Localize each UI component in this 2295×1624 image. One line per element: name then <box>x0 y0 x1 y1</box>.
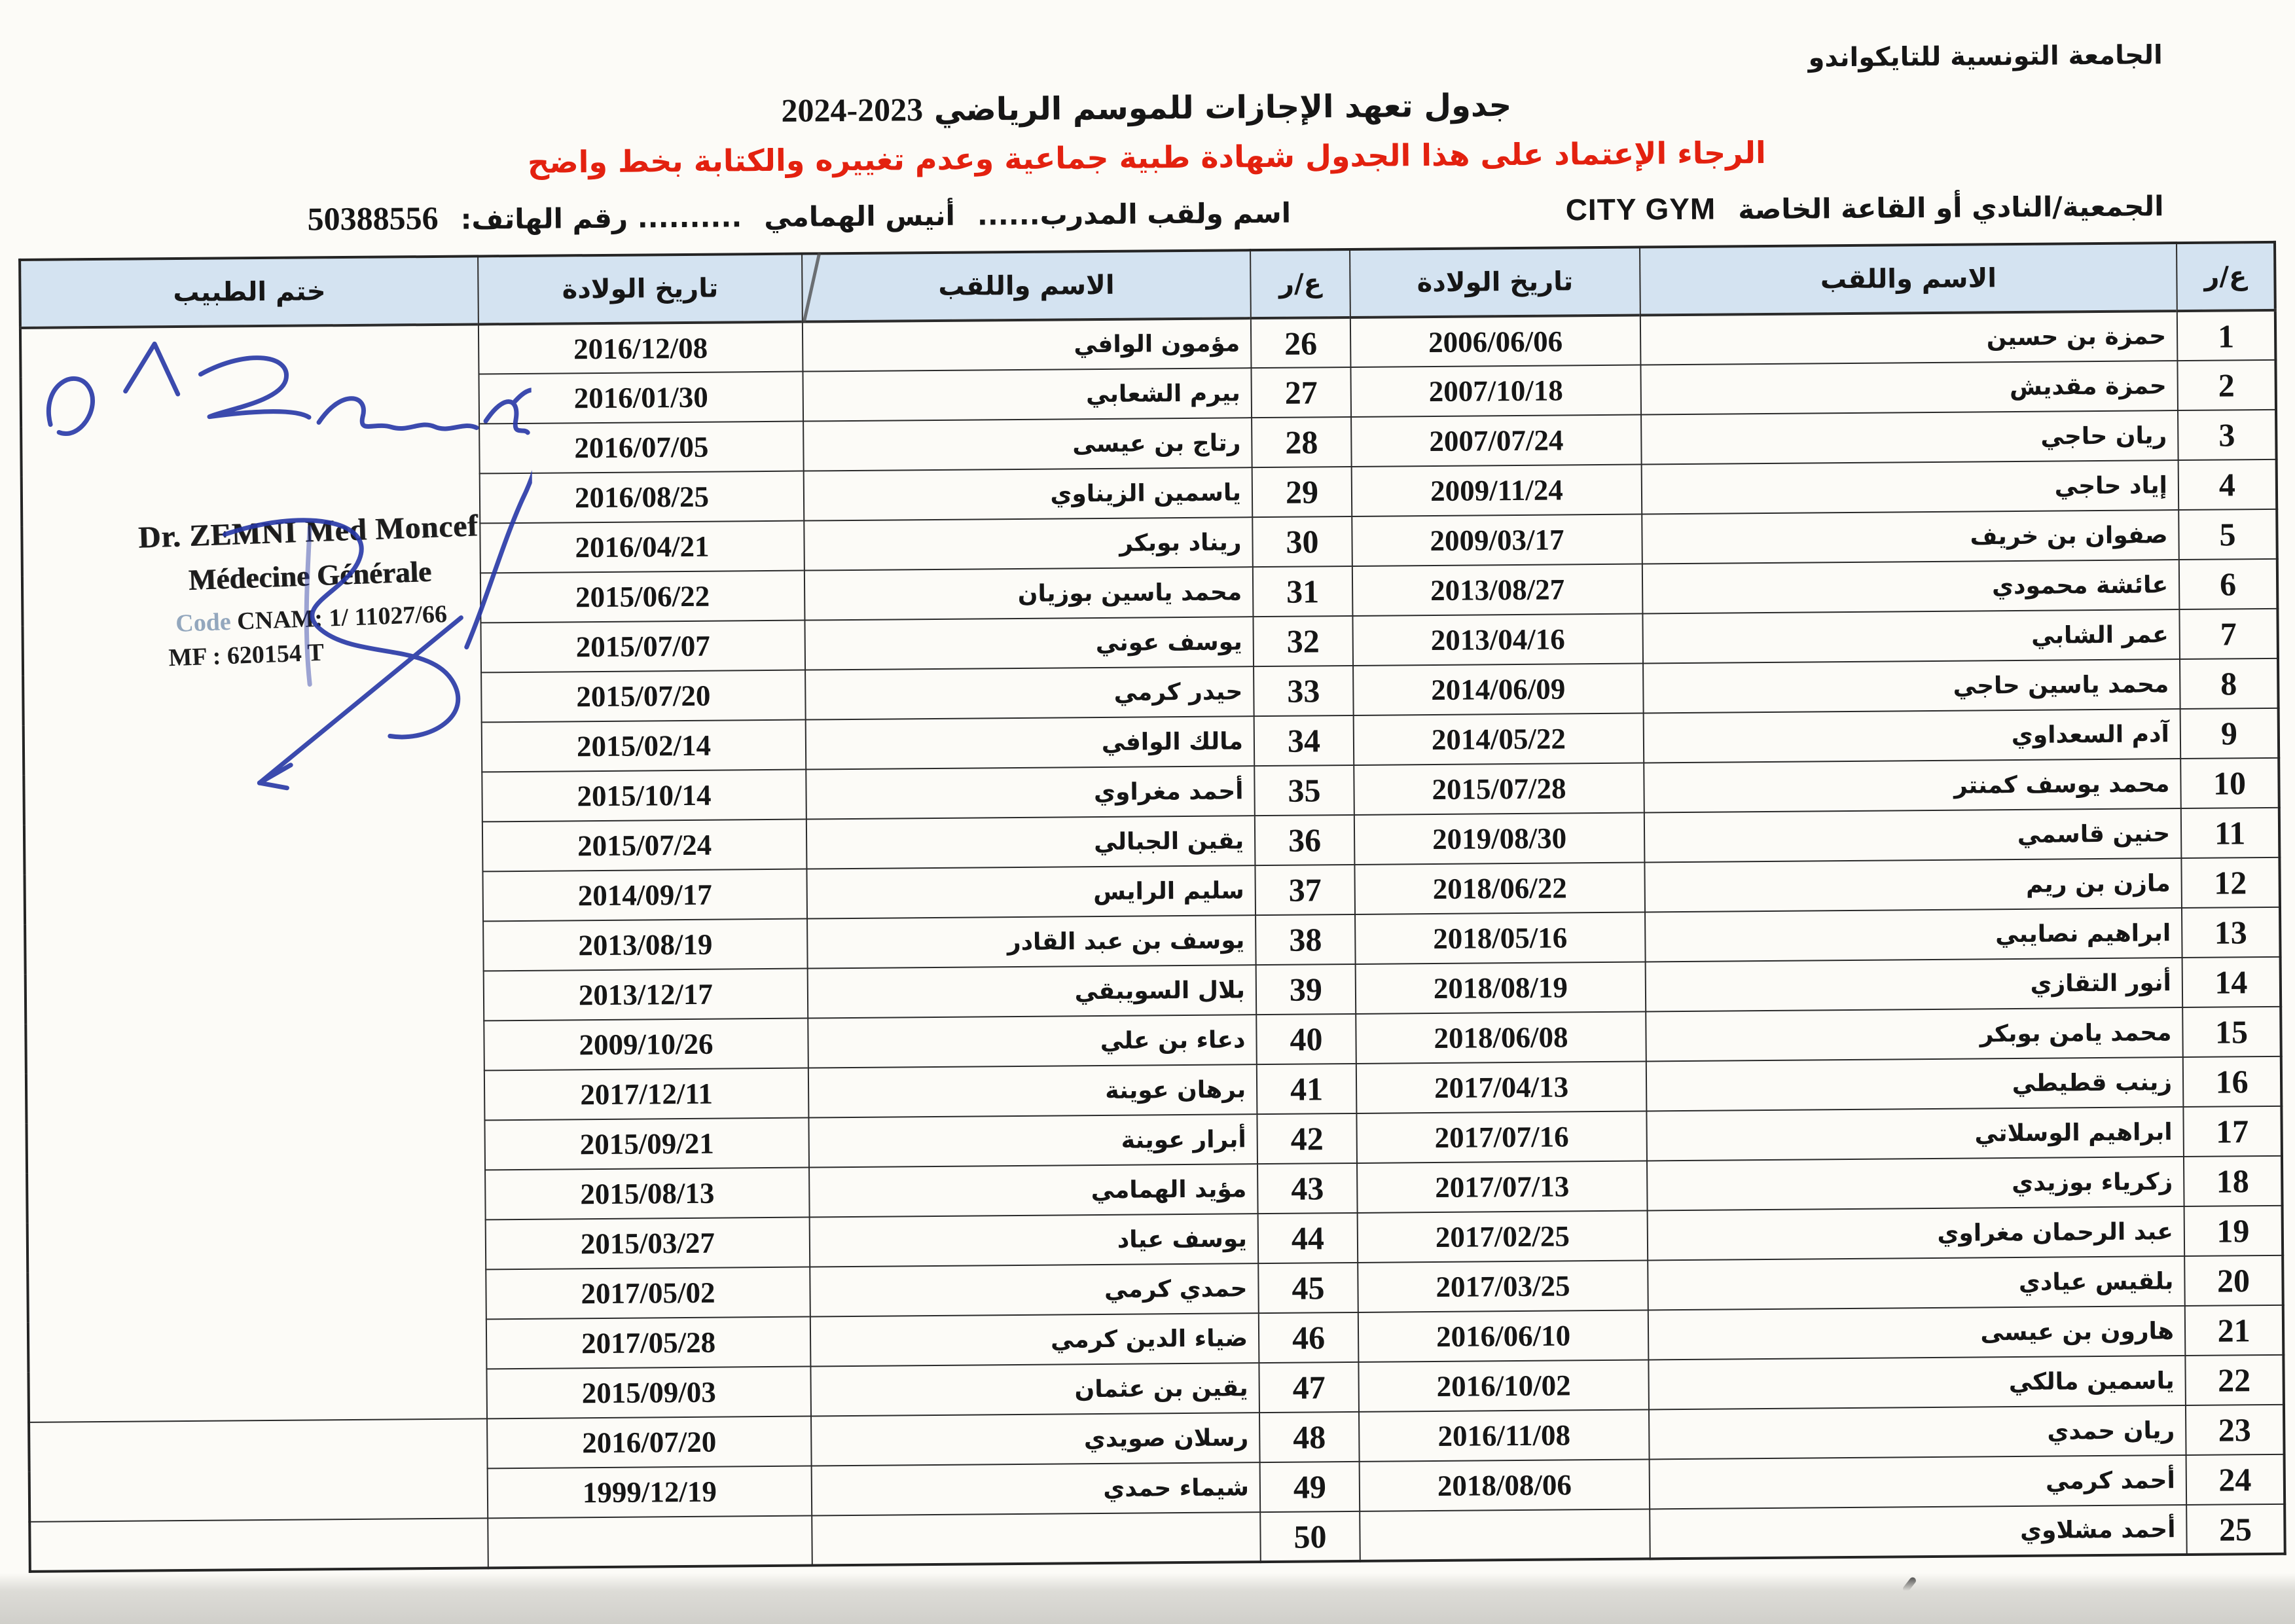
cell-dob <box>1360 1509 1650 1561</box>
cell-dob: 2017/07/16 <box>1356 1111 1647 1163</box>
cell-dob: 2017/02/25 <box>1358 1210 1648 1262</box>
cell-rank: 9 <box>2180 708 2279 759</box>
cell-rank: 22 <box>2185 1355 2284 1405</box>
cell-name: محمد يوسف كمنتر <box>1644 759 2181 812</box>
doctor-stamp-cell <box>20 324 487 1422</box>
cell-dob: 2009/03/17 <box>1352 514 1642 566</box>
cell-rank: 13 <box>2182 907 2281 958</box>
cell-rank: 39 <box>1256 964 1356 1015</box>
cell-name: أبرار عوينة <box>808 1114 1257 1167</box>
license-table <box>18 241 2286 1573</box>
cell-rank: 2 <box>2177 360 2276 410</box>
cell-dob: 2015/07/24 <box>482 820 807 872</box>
coach-group <box>307 192 1291 238</box>
red-notice: الرجاء الإعتماد على هذا الجدول شهادة طبية جماعية وعدم تغييره والكتابة بخط واضح <box>527 134 1767 180</box>
col-header-rank-left: ع/ر <box>1250 249 1350 318</box>
cell-name: محمد ياسين بوزيان <box>804 567 1254 620</box>
cell-name: محمد يامن بوبكر <box>1646 1007 2183 1061</box>
cell-name: ابراهيم نصايبي <box>1645 908 2182 962</box>
cell-rank: 24 <box>2186 1454 2285 1505</box>
cell-name: سليم الرايس <box>806 865 1256 918</box>
cell-dob: 1999/12/19 <box>488 1466 812 1518</box>
stamp-cnam-code: Code CNAM: 1/ 11027/66 <box>175 600 448 638</box>
cell-name: زكرياء بوزيدي <box>1647 1157 2184 1210</box>
cell-name: ابراهيم الوسلاتي <box>1646 1107 2184 1161</box>
cell-name: عبد الرحمان مغراوي <box>1648 1206 2185 1260</box>
season-years: 2024-2023 <box>781 91 924 129</box>
cell-name: أحمد كرمي <box>1650 1455 2187 1509</box>
cell-rank: 18 <box>2184 1156 2283 1206</box>
col-header-dob-left: تاريخ الولادة <box>478 254 803 325</box>
cell-dob: 2016/01/30 <box>479 372 803 424</box>
phone-label: .......... رقم الهاتف: <box>460 201 742 236</box>
cell-dob: 2016/07/20 <box>487 1416 812 1468</box>
cell-dob: 2013/08/27 <box>1352 564 1643 615</box>
cell-name: بيرم الشعابي <box>803 368 1252 421</box>
cell-name: عائشة محمودي <box>1642 560 2180 613</box>
cell-rank: 19 <box>2184 1206 2283 1256</box>
cell-dob: 2018/08/19 <box>1356 962 1646 1013</box>
cell-rank: 10 <box>2180 758 2279 808</box>
cell-dob: 2013/04/16 <box>1352 613 1643 665</box>
cell-name: ضياء الدين كرمي <box>810 1313 1259 1366</box>
cell-rank: 35 <box>1254 765 1354 816</box>
cell-name: أنور التقازي <box>1646 958 2183 1011</box>
cell-dob: 2013/12/17 <box>484 969 808 1021</box>
cell-rank: 21 <box>2185 1305 2284 1356</box>
cell-dob: 2006/06/06 <box>1350 315 1641 367</box>
cell-dob: 2017/12/11 <box>484 1068 809 1121</box>
cell-dob: 2017/04/13 <box>1356 1061 1647 1113</box>
cell-dob: 2007/10/18 <box>1350 365 1641 416</box>
cell-dob: 2018/05/16 <box>1355 912 1646 964</box>
cell-dob: 2016/10/02 <box>1358 1360 1649 1411</box>
cell-rank: 4 <box>2178 460 2277 510</box>
cell-rank: 34 <box>1254 715 1354 766</box>
cell-rank: 45 <box>1258 1263 1358 1313</box>
document-title <box>0 80 2294 136</box>
cell-name: حمدي كرمي <box>810 1263 1259 1316</box>
cell-name: مازن بن ريم <box>1644 858 2182 912</box>
phone-number: 50388556 <box>307 199 439 238</box>
cell-rank: 26 <box>1251 317 1351 368</box>
coach-label: اسم ولقب المدرب...... <box>977 196 1292 232</box>
cell-dob: 2016/12/08 <box>479 322 803 374</box>
cell-rank: 14 <box>2182 957 2281 1007</box>
cell-dob: 2017/05/02 <box>486 1267 810 1320</box>
cell-name: أحمد مشلاوي <box>1650 1505 2187 1559</box>
cell-rank: 36 <box>1255 815 1355 865</box>
stamp-mf-number: MF : 620154 T <box>168 638 325 672</box>
cell-name: إياد حاجي <box>1642 460 2179 514</box>
cell-dob: 2014/06/09 <box>1353 663 1644 715</box>
cell-rank: 7 <box>2179 609 2278 659</box>
cell-name: حيدر كرمي <box>805 666 1254 719</box>
cell-name: أحمد مغراوي <box>806 766 1255 819</box>
cell-rank: 16 <box>2183 1056 2282 1107</box>
cell-rank: 40 <box>1256 1014 1356 1064</box>
cell-dob: 2015/06/22 <box>480 571 805 623</box>
cell-dob: 2018/08/06 <box>1360 1459 1650 1511</box>
cell-name: مالك الوافي <box>806 716 1255 769</box>
table-body <box>20 310 2285 1572</box>
cell-name: زينب قطيطي <box>1646 1057 2184 1111</box>
cell-dob: 2013/08/19 <box>483 919 808 971</box>
club-group <box>1566 187 2164 227</box>
stamp-doctor-name: Dr. ZEMNI Med Moncef <box>137 509 479 555</box>
cell-rank: 49 <box>1260 1462 1360 1512</box>
cell-rank: 20 <box>2184 1255 2283 1306</box>
cell-name: يوسف عوني <box>804 617 1254 670</box>
cell-dob: 2016/04/21 <box>480 521 804 573</box>
cell-dob: 2015/10/14 <box>482 770 806 822</box>
cell-rank: 27 <box>1251 367 1351 418</box>
cell-rank: 3 <box>2178 410 2277 460</box>
doctor-stamp-cell <box>29 1518 488 1571</box>
cell-rank: 15 <box>2182 1007 2281 1057</box>
cell-dob: 2007/07/24 <box>1351 414 1642 466</box>
federation-name: الجامعة التونسية للتايكواندو <box>1808 40 2163 73</box>
cell-name: يوسف عياد <box>810 1214 1259 1267</box>
cell-dob: 2016/06/10 <box>1358 1310 1649 1362</box>
cell-name: ريان حمدي <box>1649 1405 2186 1459</box>
cell-dob: 2016/08/25 <box>480 471 804 524</box>
club-label: الجمعية/النادي أو القاعة الخاصة <box>1738 190 2164 226</box>
cell-name: يقين الجبالي <box>806 816 1256 869</box>
col-header-doctor-stamp: ختم الطبيب <box>20 256 479 327</box>
cell-name: ريناد بوبكر <box>804 517 1253 570</box>
cell-rank: 32 <box>1253 616 1353 666</box>
cell-rank: 28 <box>1252 417 1352 467</box>
cell-rank: 48 <box>1259 1412 1360 1462</box>
cell-rank: 46 <box>1259 1312 1359 1363</box>
cell-name: يقين بن عثمان <box>810 1363 1259 1416</box>
cell-rank: 11 <box>2181 808 2280 858</box>
cell-rank: 33 <box>1254 666 1354 716</box>
doctor-stamp-cell <box>29 1418 488 1521</box>
club-name: CITY GYM <box>1565 191 1716 227</box>
cell-rank: 44 <box>1258 1213 1358 1263</box>
cell-dob: 2015/07/07 <box>480 621 805 673</box>
cell-name: دعاء بن علي <box>808 1015 1257 1068</box>
cell-dob: 2009/10/26 <box>484 1019 808 1071</box>
cell-name: رتاج بن عيسى <box>803 418 1252 471</box>
cell-name <box>812 1512 1261 1565</box>
cell-name: حنين قاسمي <box>1644 808 2182 862</box>
col-header-dob-right: تاريخ الولادة <box>1350 247 1640 317</box>
cell-name: برهان عوينة <box>808 1064 1257 1117</box>
cell-rank: 37 <box>1255 865 1355 915</box>
cell-name: بلقيس عيادي <box>1648 1256 2185 1310</box>
cell-dob: 2014/05/22 <box>1354 713 1644 765</box>
cell-name: محمد ياسين حاجي <box>1643 659 2180 713</box>
cell-dob: 2015/07/20 <box>481 670 806 723</box>
cell-name: رسلان صويدي <box>811 1413 1260 1466</box>
cell-name: ياسمين مالكي <box>1648 1356 2186 1409</box>
cell-rank: 12 <box>2181 857 2280 908</box>
cell-name: صفوان بن خريف <box>1642 510 2179 564</box>
cell-rank: 50 <box>1260 1511 1360 1562</box>
col-header-name-right: الاسم واللقب <box>1640 243 2177 315</box>
cell-name: عمر الشابي <box>1642 609 2180 663</box>
col-header-rank-right: ع/ر <box>2177 242 2275 311</box>
cell-dob <box>488 1515 812 1568</box>
club-info-line <box>0 185 2295 241</box>
cell-rank: 30 <box>1252 516 1352 567</box>
cell-dob: 2015/03/27 <box>486 1218 810 1270</box>
cell-dob: 2018/06/08 <box>1356 1011 1646 1063</box>
cell-name: هارون بن عيسى <box>1648 1306 2186 1360</box>
cell-name: ياسمين الزيناوي <box>804 467 1253 520</box>
cell-name: آدم السعداوي <box>1644 709 2181 763</box>
cell-dob: 2017/03/25 <box>1358 1260 1648 1312</box>
cell-name: مؤيد الهمامي <box>809 1164 1258 1217</box>
cell-dob: 2019/08/30 <box>1354 812 1645 864</box>
cell-name: يوسف بن عبد القادر <box>807 915 1256 968</box>
cell-rank: 41 <box>1257 1064 1357 1114</box>
cell-dob: 2009/11/24 <box>1352 464 1642 516</box>
cell-rank: 43 <box>1257 1163 1358 1214</box>
cell-rank: 38 <box>1256 914 1356 965</box>
cell-name: حمزة مقديش <box>1640 361 2178 414</box>
title-text: جدول تعهد الإجازات للموسم الرياضي <box>933 87 1512 128</box>
cell-dob: 2017/07/13 <box>1357 1161 1648 1212</box>
cell-rank: 23 <box>2186 1405 2285 1455</box>
cell-dob: 2015/02/14 <box>482 720 806 772</box>
cell-dob: 2014/09/17 <box>482 869 807 922</box>
cell-rank: 17 <box>2183 1106 2282 1157</box>
cell-rank: 47 <box>1259 1362 1359 1413</box>
cell-dob: 2017/05/28 <box>486 1317 811 1369</box>
cell-rank: 31 <box>1253 566 1353 617</box>
cell-dob: 2015/09/03 <box>486 1367 811 1419</box>
cell-dob: 2015/08/13 <box>485 1168 810 1220</box>
cell-dob: 2015/07/28 <box>1354 763 1644 814</box>
cell-name: مؤمون الوافي <box>803 318 1252 371</box>
cell-dob: 2016/11/08 <box>1359 1409 1650 1461</box>
cell-rank: 5 <box>2178 509 2277 560</box>
cell-rank: 42 <box>1257 1113 1357 1164</box>
cell-rank: 29 <box>1252 467 1352 517</box>
cell-name: حمزة بن حسين <box>1640 311 2178 365</box>
cell-rank: 1 <box>2177 310 2276 361</box>
coach-name: أنيس الهمامي <box>764 199 956 234</box>
cell-name: شيماء حمدي <box>812 1462 1261 1515</box>
col-header-name-left: الاسم واللقب <box>802 250 1251 321</box>
scanner-edge-shadow <box>0 1573 2295 1624</box>
cell-dob: 2016/07/05 <box>479 422 804 474</box>
cell-dob: 2018/06/22 <box>1354 862 1645 914</box>
cell-dob: 2015/09/21 <box>484 1118 809 1170</box>
cell-name: بلال السويبقي <box>808 965 1257 1018</box>
cell-rank: 6 <box>2179 559 2278 609</box>
cell-name: ريان حاجي <box>1641 410 2178 464</box>
cell-rank: 25 <box>2186 1504 2285 1555</box>
cell-rank: 8 <box>2180 659 2279 709</box>
stamp-specialty: Médecine Générale <box>187 554 432 597</box>
